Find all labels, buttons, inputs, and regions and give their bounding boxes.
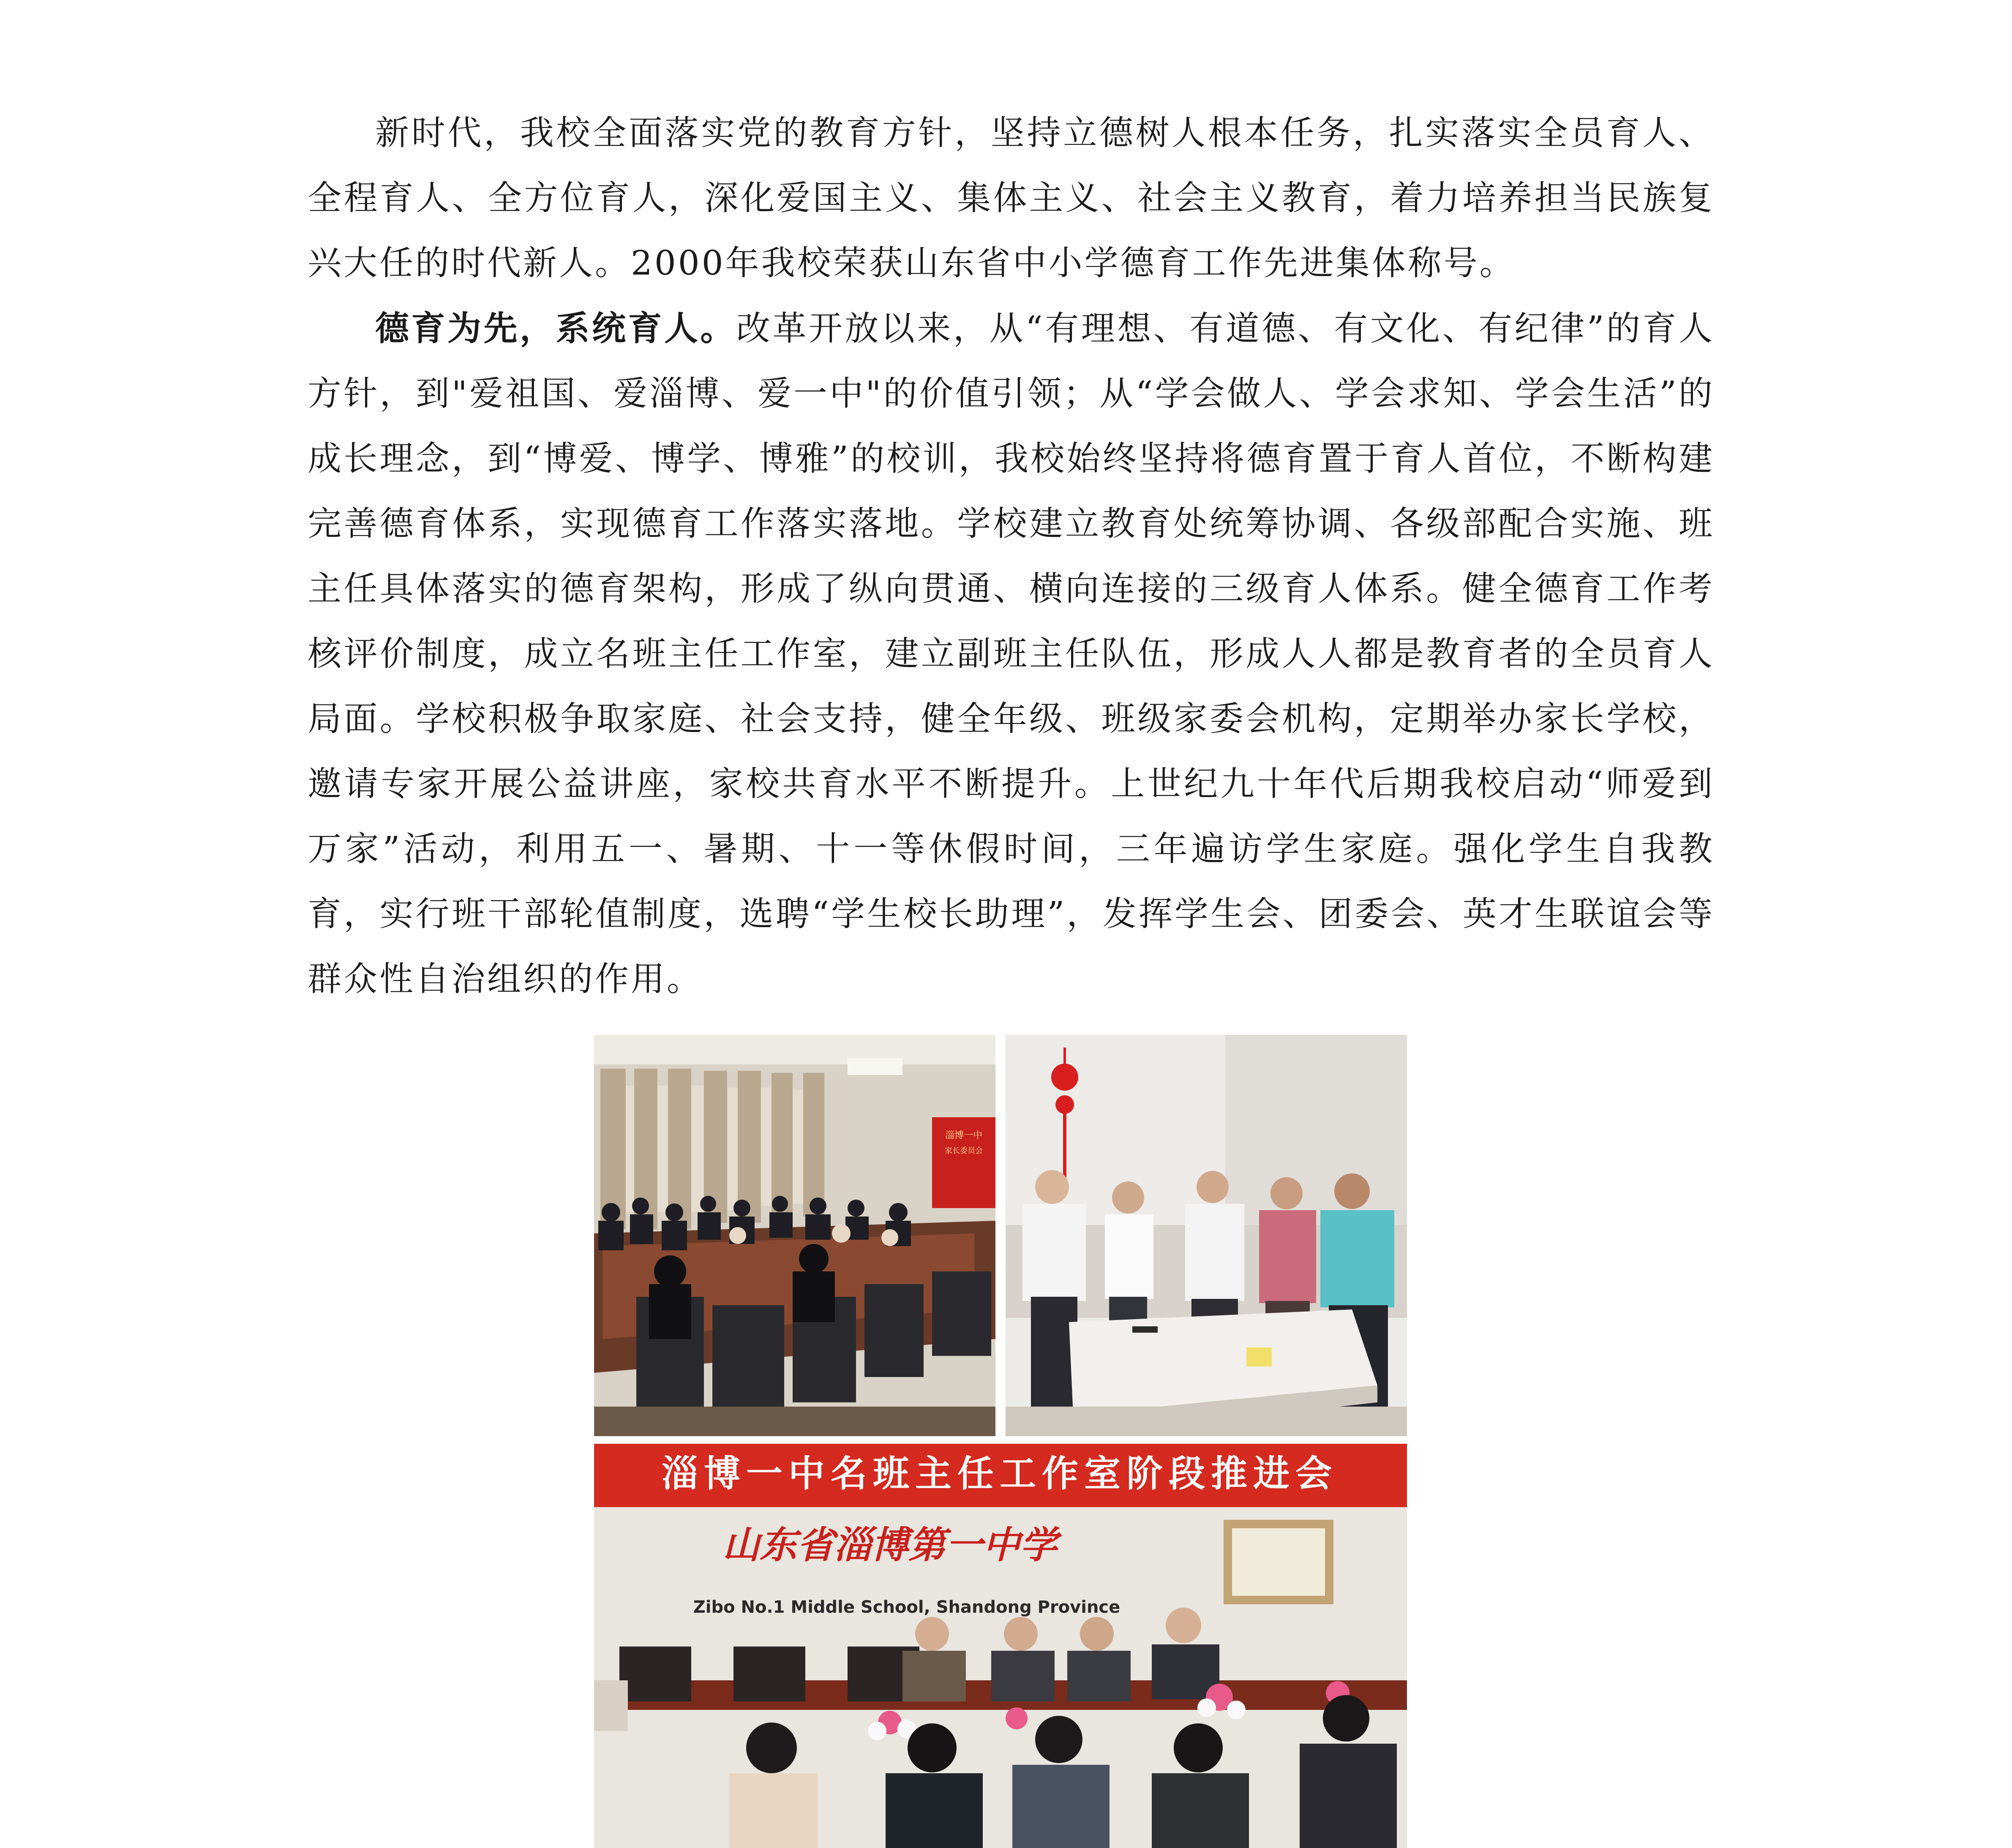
- meeting-room-illustration: [594, 1035, 995, 1436]
- article-body: [308, 101, 1715, 1012]
- wall-sign-english: Zibo No.1 Middle School, Shandong Province: [693, 1598, 1121, 1617]
- photo-home-visit: [1006, 1035, 1407, 1436]
- paragraph-1: 新时代，我校全面落实党的教育方针，坚持立德树人根本任务，扎实落实全员育人、全程育人、全方位育人，深化爱国主义、集体主义、社会主义教育，着力培养担当民族复兴大任的时代新人。2000年我校荣获山东省中小学德育工作先进集体称号。: [308, 113, 1715, 283]
- meeting-screen-text-2: 家长委员会: [945, 1146, 983, 1155]
- photo-parents-meeting: [594, 1035, 995, 1436]
- paragraph-2: [308, 296, 1715, 1012]
- home-visit-illustration: [1006, 1035, 1407, 1436]
- seminar-banner-text: 淄博一中名班主任工作室阶段推进会: [662, 1453, 1338, 1495]
- paragraph-2-lead: 德育为先，系统育人。: [375, 308, 736, 348]
- seminar-illustration: [594, 1444, 1407, 1848]
- meeting-screen-text-1: 淄博一中: [945, 1130, 983, 1141]
- paragraph-2-body: 改革开放以来，从“有理想、有道德、有文化、有纪律”的育人方针，到"爱祖国、爱淄博、爱一中"的价值引领；从“学会做人、学会求知、学会生活”的成长理念，到“博爱、博学、博雅”的校训，我校始终坚持将德育置于育人首位，不断构建完善德育体系，实现德育工作落实落地。学校建立教育处统筹协调、各级部配合实施、班主任具体落实的德育架构，形成了纵向贯通、横向连接的三级育人体系。健全德育工作考核评价制度，成立名班主任工作室，建立副班主任队伍，形成人人都是教育者的全员育人局面。学校积极争取家庭、社会支持，健全年级、班级家委会机构，定期举办家长学校，邀请专家开展公益讲座，家校共育水平不断提升。上世纪九十年代后期我校启动“师爱到万家”活动，利用五一、暑期、十一等休假时间，三年遍访学生家庭。强化学生自我教育，实行班干部轮值制度，选聘“学生校长助理”，发挥学生会、团委会、英才生联谊会等群众性自治组织的作用。: [308, 309, 1715, 999]
- photo-seminar: [594, 1444, 1407, 1848]
- wall-sign-chinese: 山东省淄博第一中学: [722, 1523, 1058, 1567]
